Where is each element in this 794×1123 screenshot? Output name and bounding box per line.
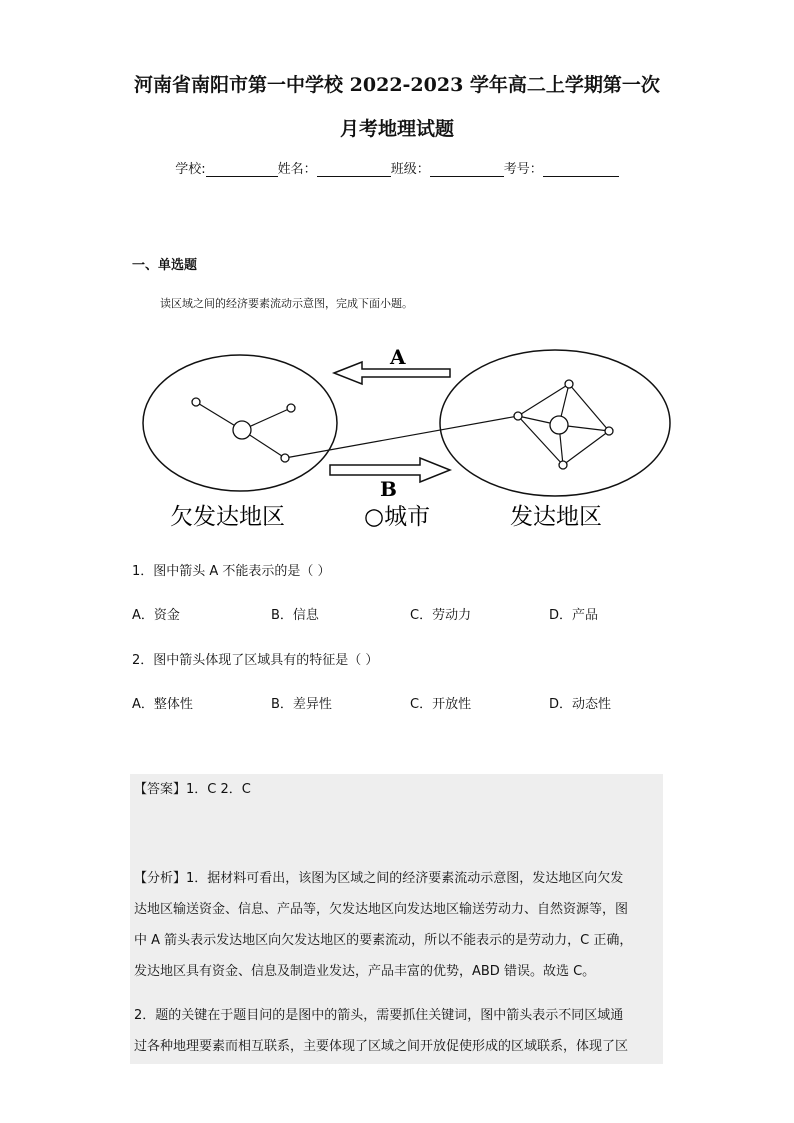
answer-panel [130,774,663,1064]
left-city [287,404,295,412]
developed-region-label: 发达地区 [510,504,602,530]
right-city [514,412,522,420]
class-blank[interactable] [430,161,504,177]
left-city [281,454,289,462]
underdeveloped-region-label: 欠发达地区 [170,504,285,530]
right-city [565,380,573,388]
name-blank[interactable] [317,161,391,177]
exam-number-label: 考号： [503,162,543,177]
arrow-b-label: B [380,477,397,501]
exam-number-blank[interactable] [543,161,619,177]
class-label: 班级： [390,162,430,177]
q1-option-b[interactable]: B．信息 [271,608,319,623]
analysis-line: 发达地区具有资金、信息及制造业发达，产品丰富的优势，ABD 错误。故选 C。 [134,964,596,979]
q2-option-d[interactable]: D．动态性 [549,697,612,712]
q2-option-c[interactable]: C．开放性 [410,697,472,712]
doc-title-line2: 月考地理试题 [339,118,454,140]
answer-key: 【答案】1．C 2．C [134,782,251,797]
q2-option-b[interactable]: B．差异性 [271,697,332,712]
left-city [192,398,200,406]
region-flow-diagram [130,335,675,535]
question-intro: 读区域之间的经济要素流动示意图，完成下面小题。 [160,297,413,310]
q1-option-d[interactable]: D．产品 [549,608,599,623]
analysis-line: 达地区输送资金、信息、产品等，欠发达地区向发达地区输送劳动力、自然资源等，图 [134,902,629,917]
doc-title-line1: 河南省南阳市第一中学校 2022-2023 学年高二上学期第一次 [134,74,660,96]
analysis-line: 2．题的关键在于题目问的是图中的箭头，需要抓住关键词，图中箭头表示不同区域通 [134,1008,624,1023]
question-2-stem: 2．图中箭头体现了区域具有的特征是（ ） [132,653,379,668]
right-city [605,427,613,435]
school-label: 学校: [175,162,206,177]
analysis-line: 【分析】1．据材料可看出，该图为区域之间的经济要素流动示意图，发达地区向欠发 [134,871,624,886]
arrow-a-label: A [390,345,406,369]
analysis-line: 中 A 箭头表示发达地区向欠发达地区的要素流动，所以不能表示的是劳动力，C 正确， [134,933,633,948]
right-city [559,461,567,469]
q1-option-c[interactable]: C．劳动力 [410,608,472,623]
left-cities [192,398,295,462]
question-1-stem: 1．图中箭头 A 不能表示的是（ ） [132,564,331,579]
right-cities [514,380,613,469]
left-major-city [233,421,251,439]
right-major-city [550,416,568,434]
analysis-line: 过各种地理要素而相互联系，主要体现了区域之间开放促使形成的区域联系，体现了区 [134,1039,629,1054]
q1-option-a[interactable]: A．资金 [132,608,180,623]
student-info-row [0,158,794,177]
city-legend-label: ○城市 [364,504,431,530]
section-title: 一、单选题 [132,258,198,273]
school-blank[interactable] [206,161,278,177]
q2-option-a[interactable]: A．整体性 [132,697,193,712]
name-label: 姓名： [277,162,317,177]
